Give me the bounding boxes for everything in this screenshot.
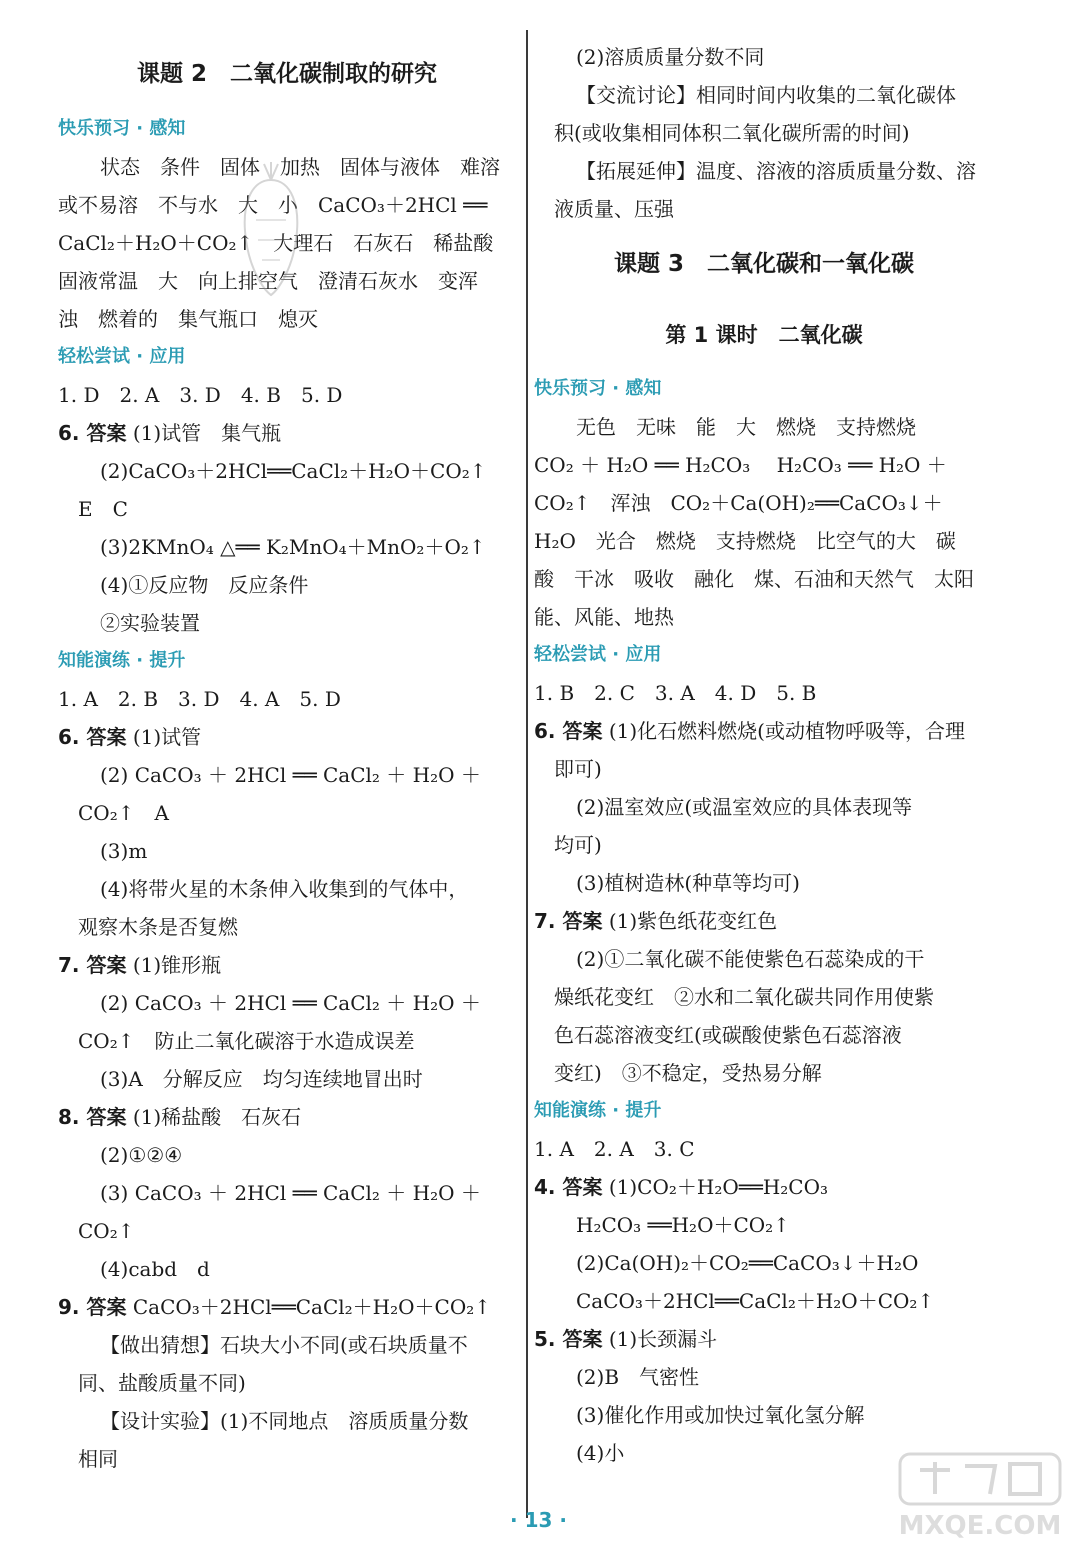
choice-answers: 1. A 2. B 3. D 4. A 5. D bbox=[58, 687, 341, 711]
answer-line: (2)Ca(OH)₂＋CO₂══CaCO₃↓＋H₂O bbox=[576, 1251, 919, 1275]
answer-line: 积(或收集相同体积二氧化碳所需的时间) bbox=[554, 121, 910, 145]
question-answer bbox=[58, 946, 516, 984]
answer-text: (1)紫色纸花变红色 bbox=[608, 909, 778, 933]
answer-line: CaCO₃＋2HCl══CaCl₂＋H₂O＋CO₂↑ bbox=[576, 1289, 935, 1313]
answer-line: 或不易溶 不与水 大 小 CaCO₃＋2HCl ══ bbox=[58, 193, 488, 217]
page-number: · 13 · bbox=[510, 1508, 567, 1532]
answer-text: (1)稀盐酸 石灰石 bbox=[132, 1105, 302, 1129]
answer-line: (2)CaCO₃＋2HCl══CaCl₂＋H₂O＋CO₂↑ bbox=[100, 459, 487, 483]
question-number: 8. 答案 bbox=[58, 1105, 127, 1129]
question-number: 6. 答案 bbox=[534, 719, 603, 743]
question-answer bbox=[534, 712, 994, 750]
question-answer bbox=[534, 902, 994, 940]
question-answer bbox=[58, 1098, 516, 1136]
answer-line: (4)①反应物 反应条件 bbox=[100, 573, 309, 597]
question-number: 6. 答案 bbox=[58, 725, 127, 749]
answer-line: 同、盐酸质量不同) bbox=[78, 1371, 246, 1395]
answer-line: (2)①②④ bbox=[100, 1143, 183, 1167]
column-divider bbox=[526, 30, 528, 1518]
answer-line: H₂O 光合 燃烧 支持燃烧 比空气的大 碳 bbox=[534, 529, 956, 553]
answer-line: (2)溶质质量分数不同 bbox=[576, 45, 765, 69]
section-heading: 轻松尝试 · 应用 bbox=[58, 346, 186, 367]
question-number: 9. 答案 bbox=[58, 1295, 127, 1319]
question-answer bbox=[534, 1168, 994, 1206]
answer-text: (1)CO₂＋H₂O══H₂CO₃ bbox=[608, 1175, 829, 1199]
lesson-title: 课题 3 二氧化碳和一氧化碳 bbox=[613, 251, 914, 277]
watermark-mascot-icon bbox=[226, 160, 316, 300]
answer-line: 【交流讨论】相同时间内收集的二氧化碳体 bbox=[576, 83, 956, 107]
question-number: 7. 答案 bbox=[58, 953, 127, 977]
answer-line: 即可) bbox=[554, 757, 602, 781]
answer-line: 燥纸花变红 ②水和二氧化碳共同作用使紫 bbox=[554, 985, 934, 1009]
answer-line: (3)A 分解反应 均匀连续地冒出时 bbox=[100, 1067, 423, 1091]
answer-line: (3)m bbox=[100, 839, 148, 863]
lesson-title: 课题 2 二氧化碳制取的研究 bbox=[136, 61, 437, 87]
question-answer bbox=[58, 718, 516, 756]
answer-line: 无色 无味 能 大 燃烧 支持燃烧 bbox=[576, 415, 916, 439]
answer-line: 【做出猜想】石块大小不同(或石块质量不 bbox=[100, 1333, 468, 1357]
choice-answers: 1. D 2. A 3. D 4. B 5. D bbox=[58, 383, 343, 407]
answer-text: (1)试管 bbox=[132, 725, 202, 749]
answer-line: 变红) ③不稳定，受热易分解 bbox=[554, 1061, 822, 1085]
answer-line: 均可) bbox=[554, 833, 602, 857]
answer-line: CaCl₂＋H₂O＋CO₂↑ 大理石 石灰石 稀盐酸 bbox=[58, 231, 494, 255]
answer-line: CO₂↑ bbox=[78, 1219, 135, 1243]
answer-line: CO₂↑ 防止二氧化碳溶于水造成误差 bbox=[78, 1029, 415, 1053]
answer-line: E C bbox=[78, 497, 128, 521]
section-heading: 快乐预习 · 感知 bbox=[58, 118, 186, 139]
answer-line: CO₂↑ 浑浊 CO₂＋Ca(OH)₂══CaCO₃↓＋ bbox=[534, 491, 943, 515]
lesson-subtitle: 第 1 课时 二氧化碳 bbox=[665, 323, 863, 347]
answer-line: CO₂↑ A bbox=[78, 801, 169, 825]
question-answer bbox=[534, 1320, 994, 1358]
answer-line: 能、风能、地热 bbox=[534, 605, 674, 629]
answer-text: CaCO₃＋2HCl══CaCl₂＋H₂O＋CO₂↑ bbox=[132, 1295, 492, 1319]
answer-line: (3)植树造林(种草等均可) bbox=[576, 871, 800, 895]
answer-text: (1)长颈漏斗 bbox=[608, 1327, 718, 1351]
answer-line: 状态 条件 固体 加热 固体与液体 难溶 bbox=[100, 155, 500, 179]
answer-line: (2)B 气密性 bbox=[576, 1365, 700, 1389]
right-column bbox=[534, 38, 994, 1472]
answer-text: (1)试管 集气瓶 bbox=[132, 421, 282, 445]
question-answer bbox=[58, 1288, 516, 1326]
section-heading: 轻松尝试 · 应用 bbox=[534, 644, 662, 665]
question-number: 4. 答案 bbox=[534, 1175, 603, 1199]
answer-line: H₂CO₃ ══H₂O＋CO₂↑ bbox=[576, 1213, 790, 1237]
answer-line: 【设计实验】(1)不同地点 溶质质量分数 bbox=[100, 1409, 469, 1433]
answer-line: (3)2KMnO₄ △══ K₂MnO₄＋MnO₂＋O₂↑ bbox=[100, 535, 486, 559]
section-heading: 快乐预习 · 感知 bbox=[534, 378, 662, 399]
answer-line: CO₂ ＋ H₂O ══ H₂CO₃ H₂CO₃ ══ H₂O ＋ bbox=[534, 453, 947, 477]
answer-text: (1)化石燃料燃烧(或动植物呼吸等，合理 bbox=[608, 719, 965, 743]
answer-line: (2) CaCO₃ ＋ 2HCl ══ CaCl₂ ＋ H₂O ＋ bbox=[100, 763, 481, 787]
choice-answers: 1. A 2. A 3. C bbox=[534, 1137, 695, 1161]
answer-line: (2) CaCO₃ ＋ 2HCl ══ CaCl₂ ＋ H₂O ＋ bbox=[100, 991, 481, 1015]
answer-line: (3) CaCO₃ ＋ 2HCl ══ CaCl₂ ＋ H₂O ＋ bbox=[100, 1181, 481, 1205]
answer-line: 液质量、压强 bbox=[554, 197, 674, 221]
answer-line: 色石蕊溶液变红(或碳酸使紫色石蕊溶液 bbox=[554, 1023, 902, 1047]
question-number: 7. 答案 bbox=[534, 909, 603, 933]
question-number: 5. 答案 bbox=[534, 1327, 603, 1351]
answer-line: 【拓展延伸】温度、溶液的溶质质量分数、溶 bbox=[576, 159, 976, 183]
section-heading: 知能演练 · 提升 bbox=[534, 1100, 662, 1121]
answer-line: 浊 燃着的 集气瓶口 熄灭 bbox=[58, 307, 318, 331]
answer-line: 观察木条是否复燃 bbox=[78, 915, 238, 939]
section-heading: 知能演练 · 提升 bbox=[58, 650, 186, 671]
question-number: 6. 答案 bbox=[58, 421, 127, 445]
answer-line: ②实验装置 bbox=[100, 611, 200, 635]
answer-line: 固液常温 大 向上排空气 澄清石灰水 变浑 bbox=[58, 269, 478, 293]
answer-line: (2)①二氧化碳不能使紫色石蕊染成的干 bbox=[576, 947, 925, 971]
answer-line: 酸 干冰 吸收 融化 煤、石油和天然气 太阳 bbox=[534, 567, 974, 591]
watermark-logo-icon bbox=[890, 1450, 1070, 1545]
answer-line: (2)温室效应(或温室效应的具体表现等 bbox=[576, 795, 913, 819]
answer-line: (4)将带火星的木条伸入收集到的气体中， bbox=[100, 877, 469, 901]
watermark-text: MXQE.COM bbox=[898, 1511, 1062, 1541]
answer-line: (3)催化作用或加快过氧化氢分解 bbox=[576, 1403, 865, 1427]
question-answer bbox=[58, 414, 516, 452]
answer-line: (4)cabd d bbox=[100, 1257, 210, 1281]
answer-text: (1)锥形瓶 bbox=[132, 953, 222, 977]
answer-line: (4)小 bbox=[576, 1441, 625, 1465]
choice-answers: 1. B 2. C 3. A 4. D 5. B bbox=[534, 681, 817, 705]
answer-line: 相同 bbox=[78, 1447, 118, 1471]
